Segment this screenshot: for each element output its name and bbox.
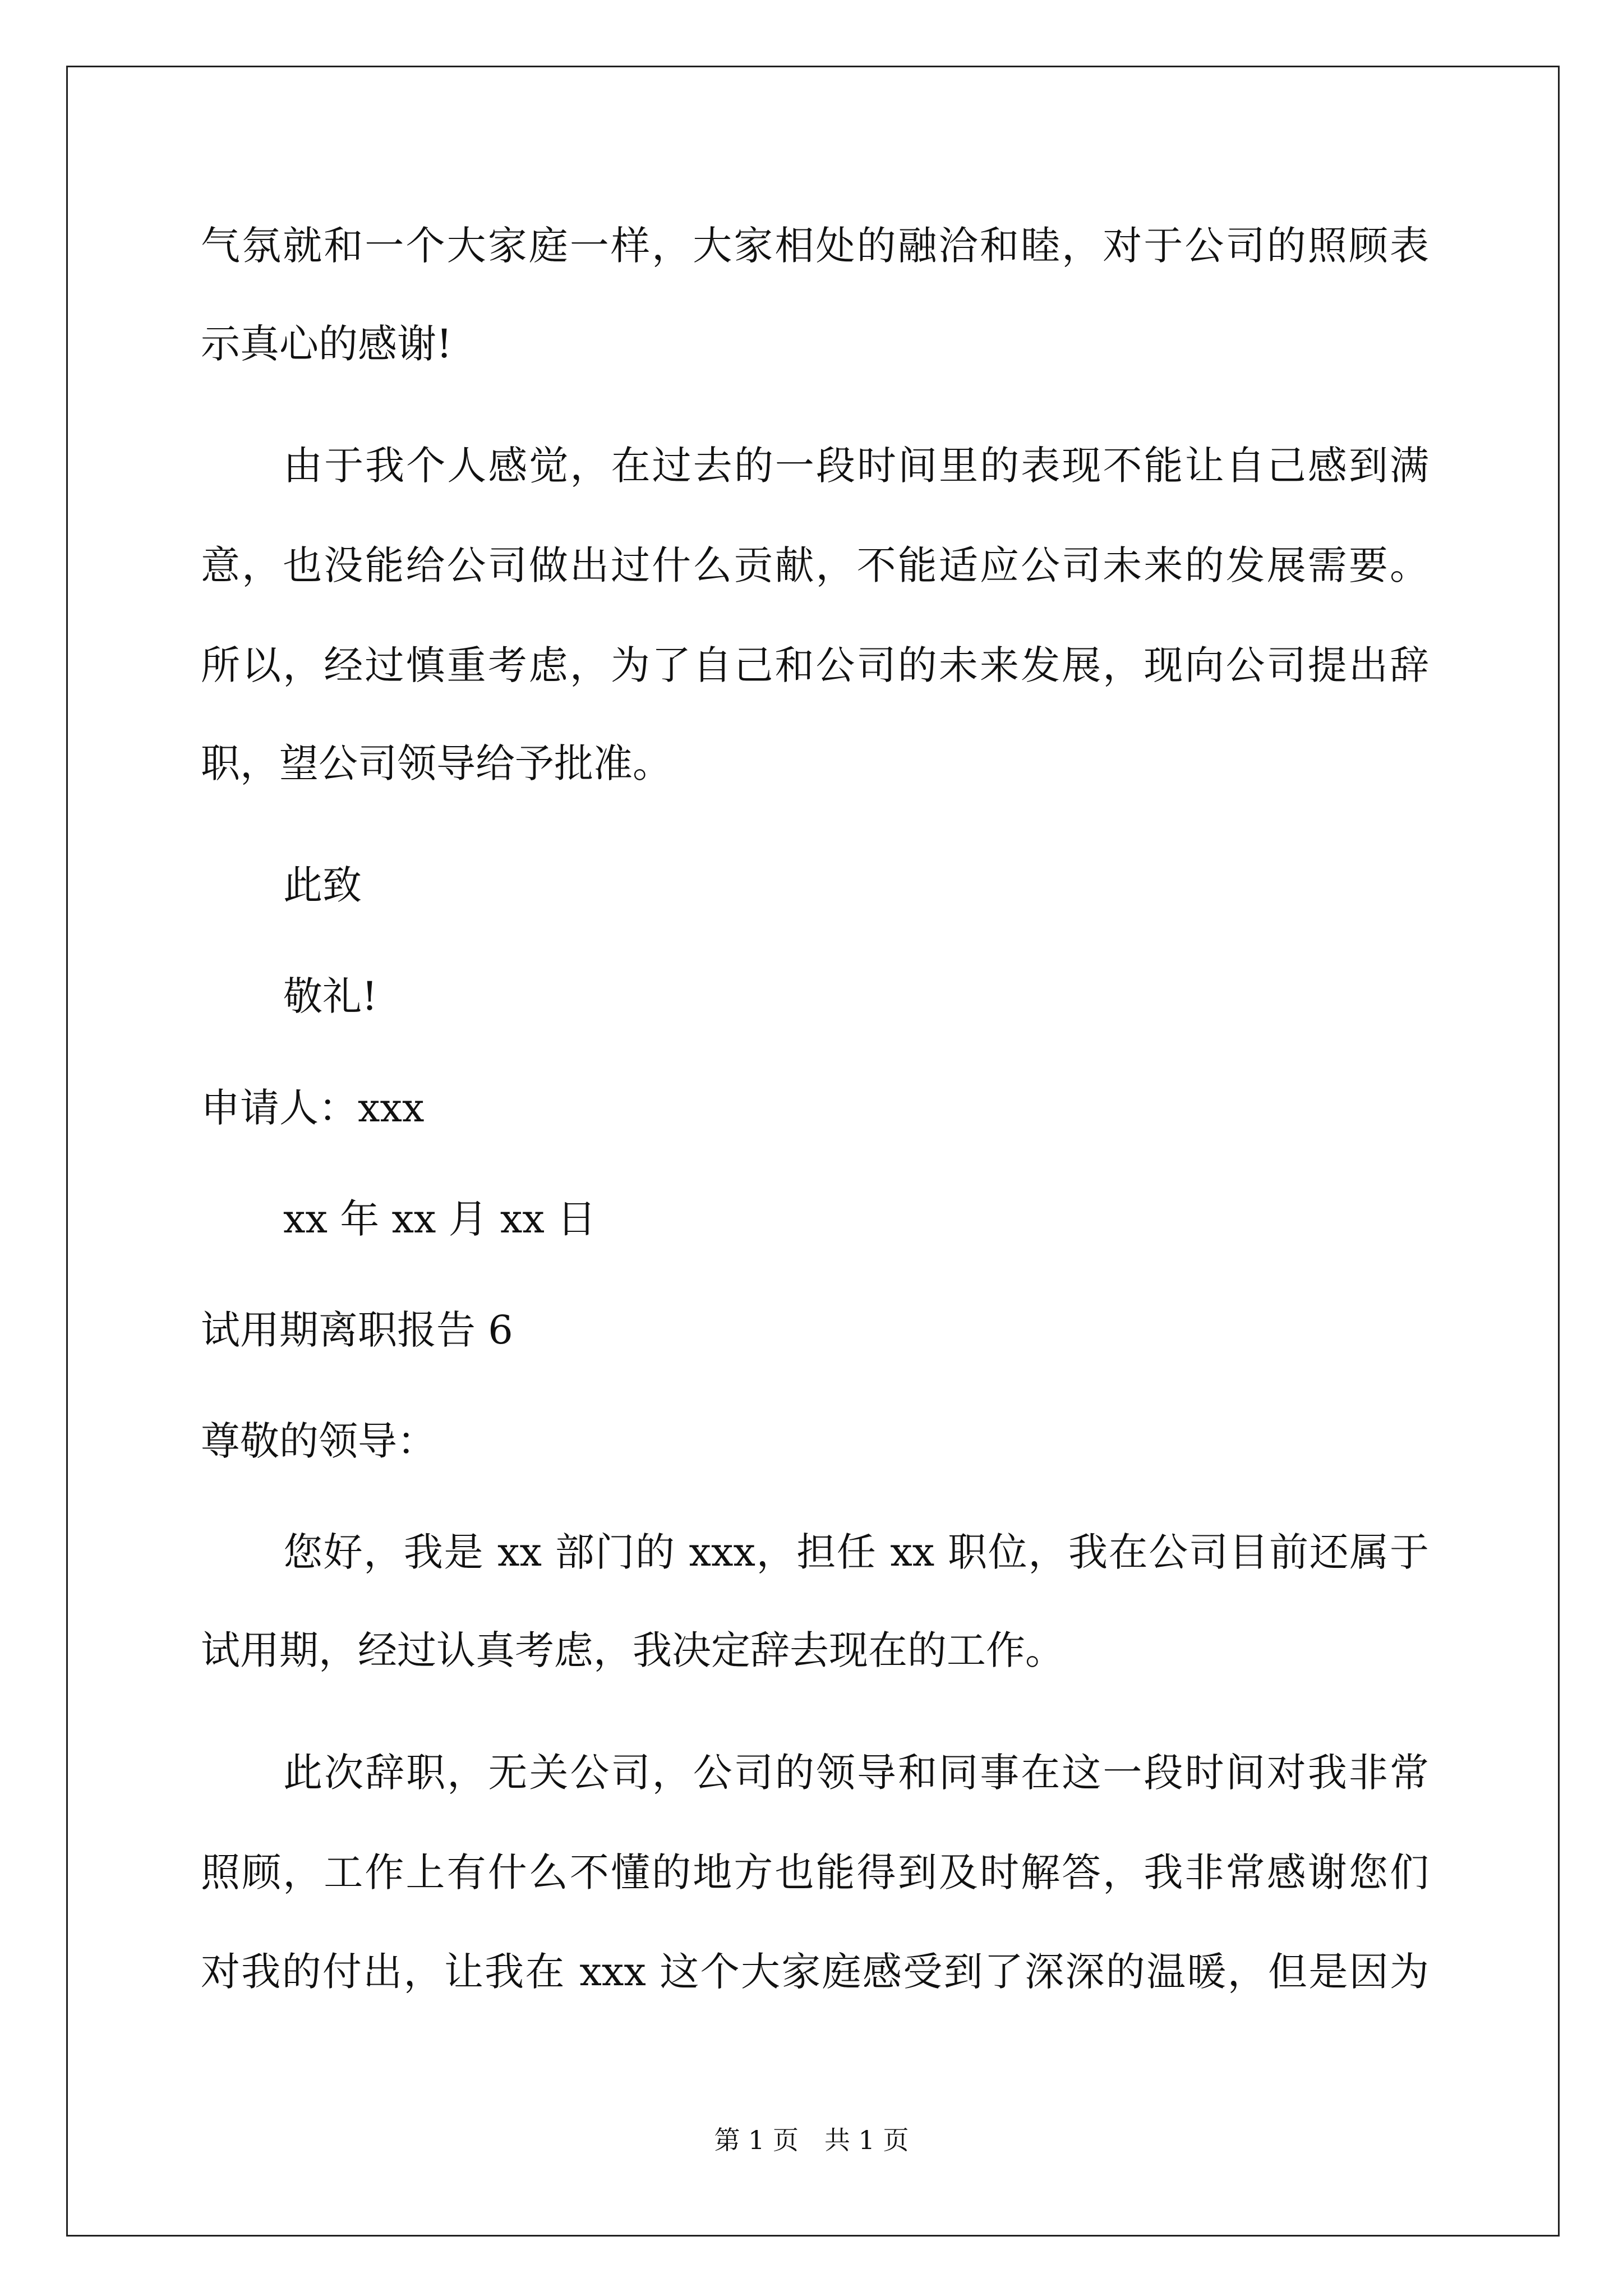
greeting-line: 尊敬的领导： bbox=[201, 1418, 436, 1464]
text-line: 由于我个人感觉，在过去的一段时间里的表现不能让自己感到满 bbox=[283, 443, 1429, 489]
text-line: 试用期，经过认真考虑，我决定辞去现在的工作。 bbox=[201, 1627, 1064, 1673]
closing-salutation: 此致 bbox=[283, 862, 362, 908]
date-line: xx 年 xx 月 xx 日 bbox=[283, 1196, 597, 1242]
text-line: 职，望公司领导给予批准。 bbox=[201, 740, 672, 786]
applicant-line: 申请人：xxx bbox=[201, 1085, 425, 1131]
text-line: 您好，我是 xx 部门的 xxx，担任 xx 职位，我在公司目前还属于 bbox=[283, 1529, 1429, 1575]
text-line: 此次辞职，无关公司，公司的领导和同事在这一段时间对我非常 bbox=[283, 1750, 1429, 1796]
text-line: 气氛就和一个大家庭一样，大家相处的融洽和睦，对于公司的照顾表 bbox=[201, 223, 1429, 269]
section-title: 试用期离职报告 6 bbox=[201, 1307, 513, 1353]
text-line: 所以，经过慎重考虑，为了自己和公司的未来发展，现向公司提出辞 bbox=[201, 642, 1429, 688]
text-line: 照顾，工作上有什么不懂的地方也能得到及时解答，我非常感谢您们 bbox=[201, 1849, 1429, 1895]
text-line: 对我的付出，让我在 xxx 这个大家庭感受到了深深的温暖，但是因为 bbox=[201, 1949, 1429, 1995]
text-line: 示真心的感谢! bbox=[201, 321, 453, 367]
text-line: 意，也没能给公司做出过什么贡献，不能适应公司未来的发展需要。 bbox=[201, 542, 1429, 588]
closing-respect: 敬礼! bbox=[283, 973, 378, 1019]
page-footer: 第 1 页 共 1 页 bbox=[714, 2125, 909, 2155]
page-frame bbox=[66, 66, 1560, 2237]
